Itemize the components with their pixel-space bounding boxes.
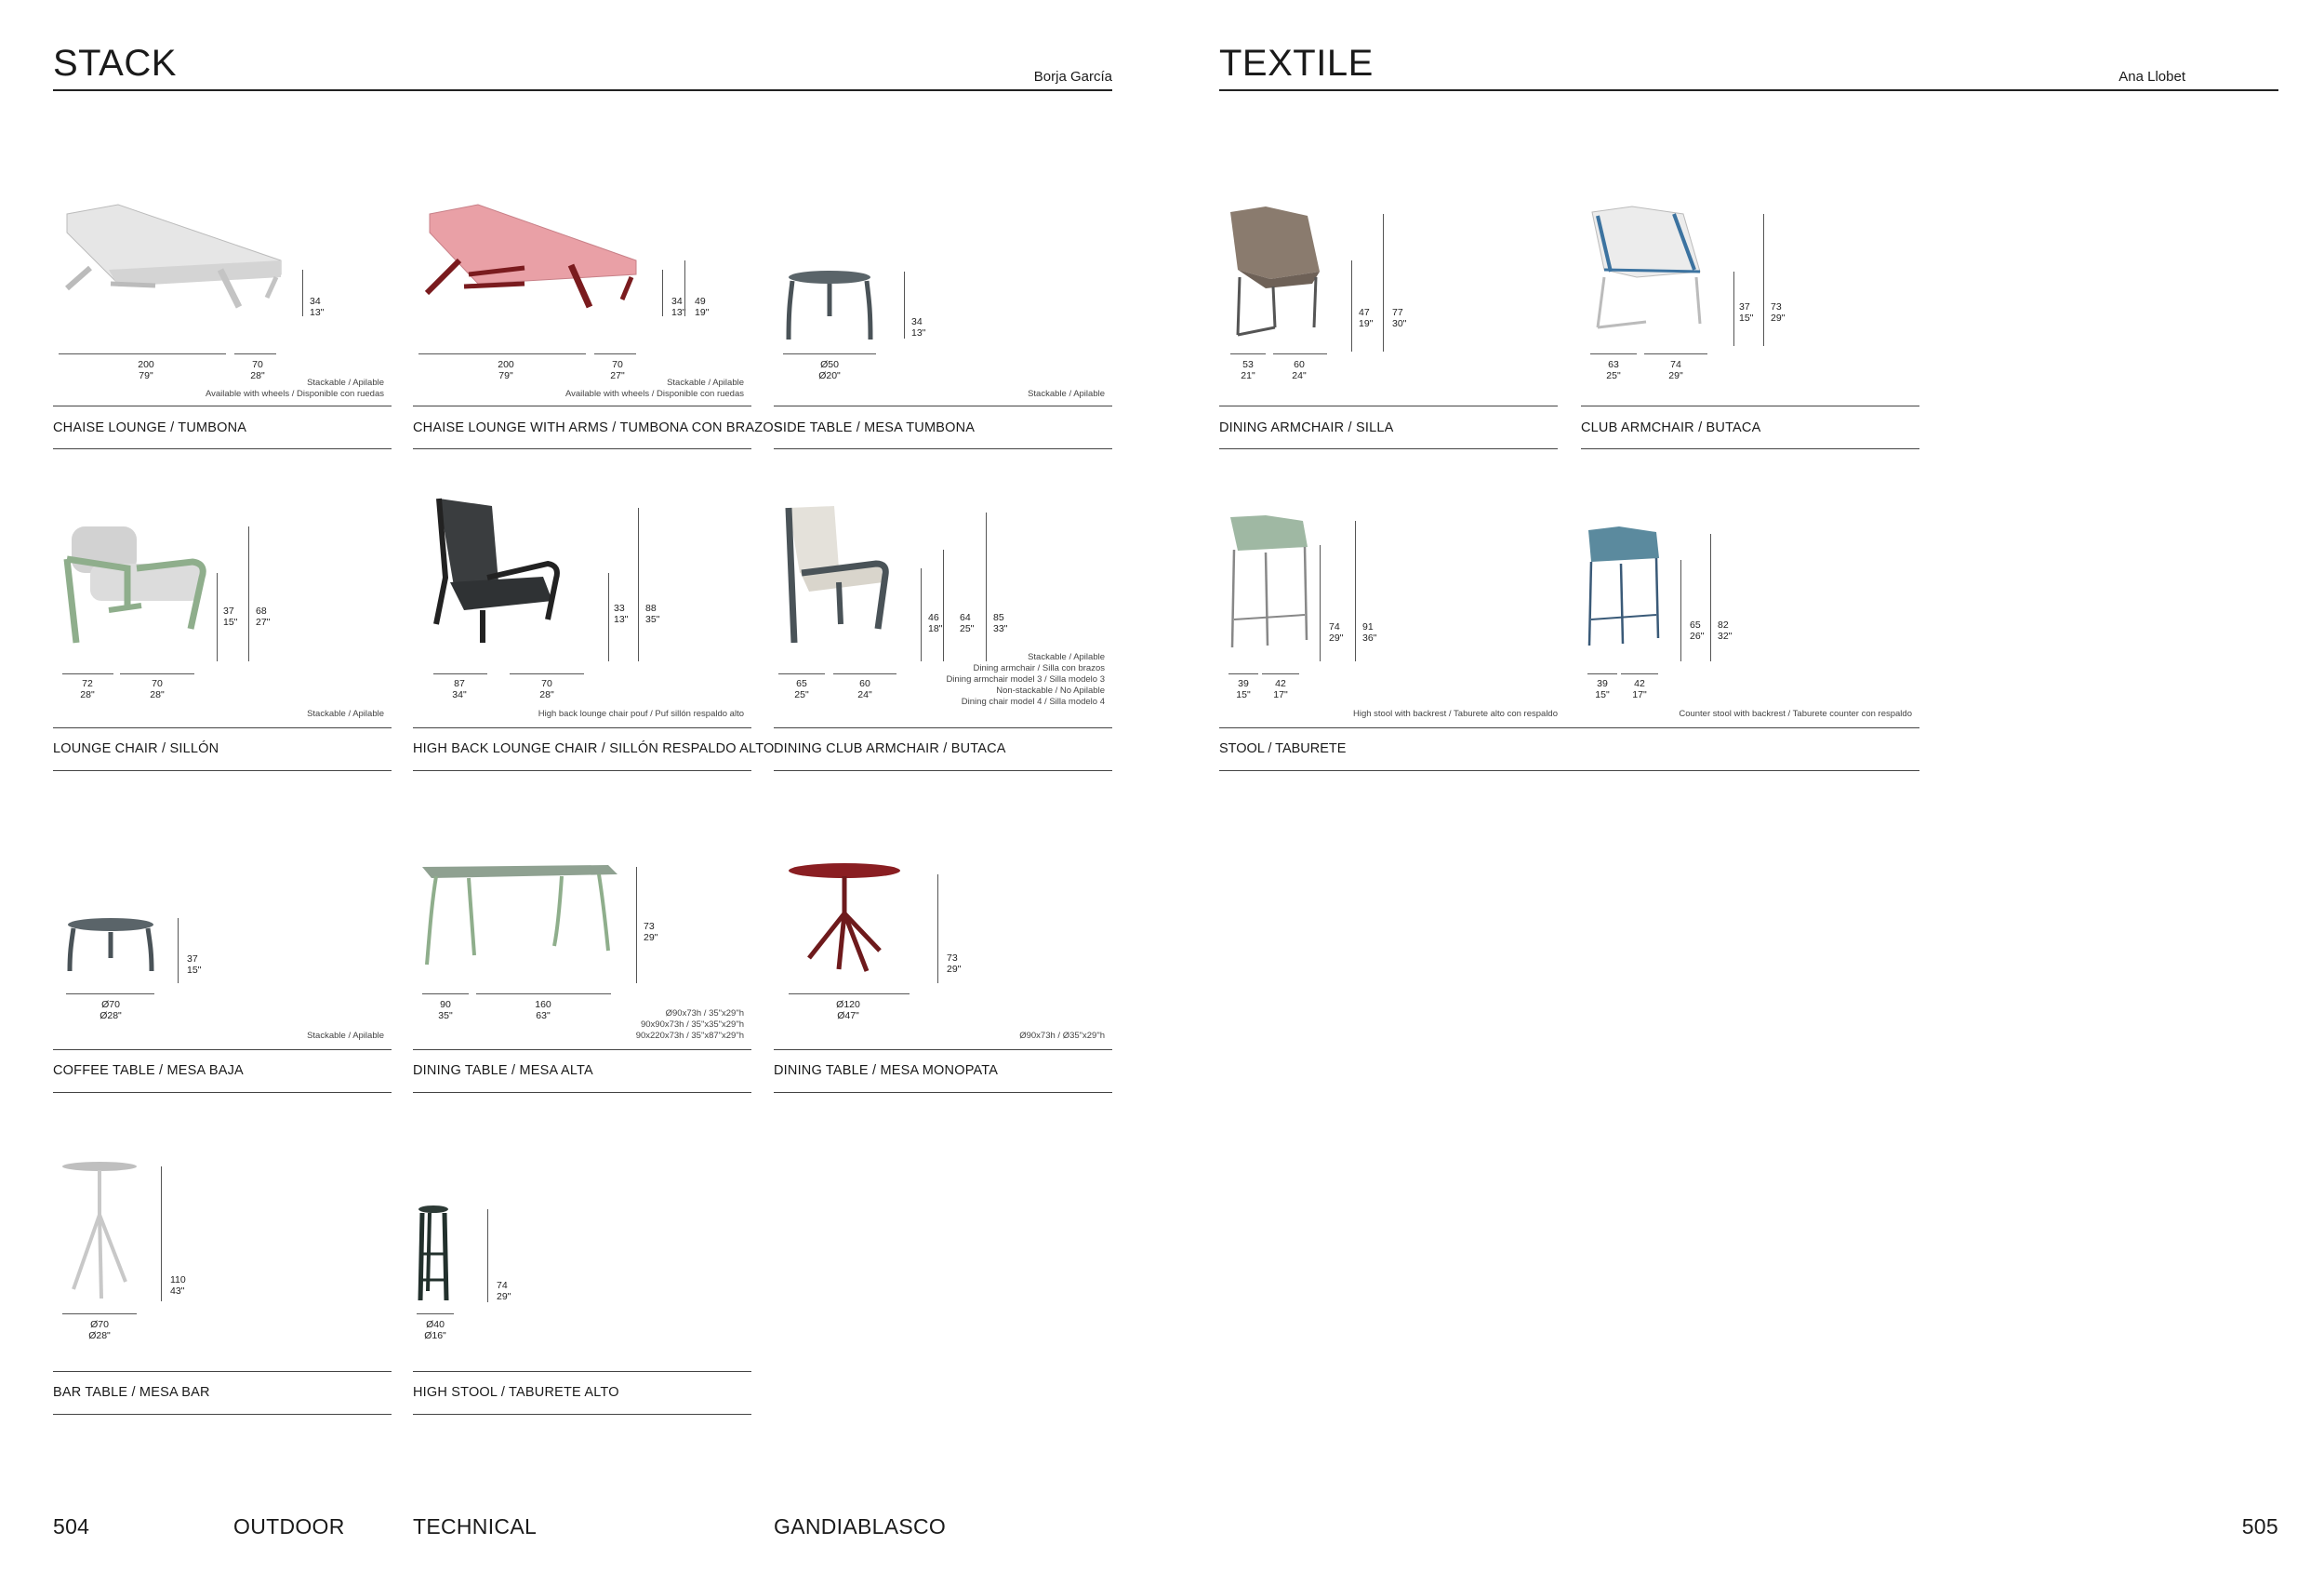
dim-height-in: 43": [170, 1285, 185, 1297]
dim-height: 34: [671, 296, 683, 307]
product-label: HIGH STOOL / TABURETE ALTO: [413, 1385, 619, 1400]
dim-width: 53: [1242, 359, 1254, 370]
product-label: BAR TABLE / MESA BAR: [53, 1385, 210, 1400]
dim-width-in: 15": [1236, 689, 1251, 700]
dim-length: 200: [498, 359, 514, 370]
dim-height-in: 35": [645, 614, 660, 625]
dim-height-in: 15": [187, 965, 202, 976]
dim-seat-height-in: 15": [223, 617, 238, 628]
dim-depth-in: 28": [539, 689, 554, 700]
dim-seat-height-in: 29": [1329, 633, 1344, 644]
dim-height-2: 49: [695, 296, 706, 307]
dim-height-in: 29": [497, 1291, 511, 1302]
dim-depth-in: 24": [1292, 370, 1307, 381]
dim-width: 39: [1238, 678, 1249, 689]
section-title-stack: STACK: [53, 43, 177, 84]
dim-seat-height-in: 18": [928, 623, 943, 634]
product-side-table: [774, 167, 1112, 452]
dim-height-in: 30": [1392, 318, 1407, 329]
dim-diameter: Ø40: [426, 1319, 445, 1330]
dim-arm-height-in: 25": [960, 623, 975, 634]
dim-seat-height: 33: [614, 603, 625, 614]
dim-seat-height: 74: [1329, 621, 1340, 633]
monopata-table-illustration: [774, 811, 1112, 1011]
dim-height: 82: [1718, 619, 1729, 631]
product-label: CHAISE LOUNGE WITH ARMS / TUMBONA CON BRAZOS: [413, 420, 783, 435]
dim-depth-in: 29": [1668, 370, 1683, 381]
product-bar-table: [53, 1133, 392, 1418]
dim-depth: 70: [541, 678, 552, 689]
dim-height: 34: [310, 296, 321, 307]
header-rule-left: [53, 89, 1112, 91]
dim-width-in: 25": [794, 689, 809, 700]
textile-stools-illustration: [1219, 489, 1919, 689]
dim-diameter-in: Ø47": [837, 1010, 859, 1021]
product-note: Stackable / Apilable: [307, 1031, 384, 1041]
dim-seat-height: 37: [223, 606, 234, 617]
high-back-illustration: [413, 489, 751, 689]
dim-length-in: 79": [498, 370, 513, 381]
dim-height: 110: [170, 1274, 186, 1285]
dim-height: 73: [1771, 301, 1782, 313]
product-label: CLUB ARMCHAIR / BUTACA: [1581, 420, 1761, 435]
dim-height-in: 32": [1718, 631, 1733, 642]
product-label: CHAISE LOUNGE / TUMBONA: [53, 420, 247, 435]
dim-seat-height-in: 13": [614, 614, 629, 625]
dim-height: 73: [644, 921, 655, 932]
dim-height: 85: [993, 612, 1004, 623]
dim-height: 91: [1362, 621, 1374, 633]
dim-height-in: 29": [644, 932, 658, 943]
dim-depth: 70: [152, 678, 163, 689]
dim-width-in: 28": [80, 689, 95, 700]
dim-width: 70: [612, 359, 623, 370]
product-textile-dining-armchair: [1219, 167, 1558, 452]
dim-height: 68: [256, 606, 267, 617]
product-label: STOOL / TABURETE: [1219, 741, 1347, 756]
product-note-stool: High stool with backrest / Taburete alto con respaldo: [1352, 709, 1558, 719]
dim-height: 88: [645, 603, 657, 614]
footer-brand: GANDIABLASCO: [774, 1514, 947, 1538]
dim-width-in: 27": [610, 370, 625, 381]
product-label: COFFEE TABLE / MESA BAJA: [53, 1063, 244, 1078]
dim-height-in: 13": [310, 307, 325, 318]
side-table-illustration: [774, 167, 1112, 367]
chaise-lounge-illustration: [53, 167, 392, 367]
dim-height: 37: [187, 953, 198, 965]
dim-height-in: 29": [1771, 313, 1786, 324]
dim-width: 90: [440, 999, 451, 1010]
dim-diameter: Ø70: [101, 999, 120, 1010]
product-label: DINING ARMCHAIR / SILLA: [1219, 420, 1394, 435]
dim-length-in: 79": [139, 370, 153, 381]
dim-width-in: 34": [452, 689, 467, 700]
lounge-chair-illustration: [53, 489, 392, 689]
product-note: High back lounge chair pouf / Puf sillón respaldo alto: [538, 709, 744, 719]
product-label: DINING CLUB ARMCHAIR / BUTACA: [774, 741, 1006, 756]
product-label: DINING TABLE / MESA MONOPATA: [774, 1063, 999, 1078]
product-note: Ø90x73h / Ø35"x29"h: [1019, 1031, 1105, 1041]
dim-depth: 42: [1634, 678, 1645, 689]
product-label: SIDE TABLE / MESA TUMBONA: [774, 420, 976, 435]
dim-depth: 60: [1294, 359, 1305, 370]
product-dining-table: [413, 811, 751, 1096]
dim-depth: 42: [1275, 678, 1286, 689]
dim-seat-height: 65: [1690, 619, 1701, 631]
dim-height: 73: [947, 952, 958, 964]
product-note-counter: Counter stool with backrest / Taburete counter con respaldo: [1679, 709, 1912, 719]
dim-seat-height: 46: [928, 612, 939, 623]
footer-outdoor: OUTDOOR: [233, 1514, 345, 1538]
dim-width: 87: [454, 678, 465, 689]
dim-width-in: 15": [1595, 689, 1610, 700]
dim-height-in: 33": [993, 623, 1008, 634]
product-note: Stackable / Apilable Available with wheels / Disponible con ruedas: [205, 378, 384, 399]
dining-table-illustration: [413, 811, 751, 1011]
product-high-stool: [413, 1133, 751, 1418]
dim-length: 160: [535, 999, 551, 1010]
dim-depth: 74: [1670, 359, 1681, 370]
dim-seat-height-in: 19": [1359, 318, 1374, 329]
product-note: Stackable / Apilable Available with wheels / Disponible con ruedas: [564, 378, 744, 399]
dim-width: 72: [82, 678, 93, 689]
dim-seat-height: 47: [1359, 307, 1370, 318]
footer-technical: TECHNICAL: [413, 1514, 538, 1538]
dim-height: 77: [1392, 307, 1403, 318]
product-label: HIGH BACK LOUNGE CHAIR / SILLÓN RESPALDO ALTO: [413, 741, 775, 756]
product-textile-club-armchair: [1581, 167, 1919, 452]
dim-width-in: 25": [1606, 370, 1621, 381]
dim-depth: 60: [859, 678, 870, 689]
dim-height: 34: [911, 316, 923, 327]
page-number-right: 505: [2241, 1514, 2278, 1538]
product-label: LOUNGE CHAIR / SILLÓN: [53, 741, 219, 756]
dim-height-in: 13": [671, 307, 686, 318]
textile-club-illustration: [1581, 167, 1919, 367]
product-high-back-lounge: [413, 489, 775, 774]
dim-depth-in: 24": [857, 689, 872, 700]
dim-depth-in: 17": [1273, 689, 1288, 700]
dim-diameter: Ø120: [836, 999, 860, 1010]
high-stool-illustration: [413, 1133, 751, 1333]
product-note: Stackable / Apilable: [307, 709, 384, 719]
dim-diameter: Ø50: [820, 359, 839, 370]
product-chaise-lounge-arms: [413, 167, 783, 452]
product-label: DINING TABLE / MESA ALTA: [413, 1063, 593, 1078]
coffee-table-illustration: [53, 811, 392, 1011]
dim-depth-in: 28": [150, 689, 165, 700]
dim-width: 63: [1608, 359, 1619, 370]
dim-width: 39: [1597, 678, 1608, 689]
dim-height-in: 36": [1362, 633, 1377, 644]
dim-width: 70: [252, 359, 263, 370]
dim-arm-height: 64: [960, 612, 971, 623]
dim-seat-height-in: 26": [1690, 631, 1705, 642]
dim-width-in: 28": [250, 370, 265, 381]
product-note: Stackable / Apilable: [1028, 389, 1105, 399]
dim-seat-height-in: 15": [1739, 313, 1754, 324]
page-number-left: 504: [53, 1514, 90, 1538]
product-dining-club-armchair: [774, 489, 1112, 774]
product-lounge-chair: [53, 489, 392, 774]
dim-height-in: 27": [256, 617, 271, 628]
dim-length: 200: [138, 359, 154, 370]
designer-right: Ana Llobet: [2118, 69, 2185, 85]
dim-depth-in: 17": [1632, 689, 1647, 700]
dim-height-in: 29": [947, 964, 962, 975]
dim-diameter-in: Ø20": [818, 370, 841, 381]
product-coffee-table: [53, 811, 392, 1096]
dim-height: 74: [497, 1280, 508, 1291]
product-textile-stool: [1219, 489, 1919, 774]
designer-left: Borja García: [1033, 69, 1112, 85]
product-monopata-table: [774, 811, 1112, 1096]
section-title-textile: TEXTILE: [1219, 43, 1374, 84]
dim-length-in: 63": [536, 1010, 551, 1021]
dim-diameter-in: Ø28": [88, 1330, 111, 1341]
dim-width: 65: [796, 678, 807, 689]
header-rule-right: [1219, 89, 2278, 91]
dim-seat-height: 37: [1739, 301, 1750, 313]
dim-height-2-in: 19": [695, 307, 710, 318]
bar-table-illustration: [53, 1133, 392, 1333]
dim-diameter-in: Ø28": [100, 1010, 122, 1021]
dim-diameter-in: Ø16": [424, 1330, 446, 1341]
dim-width-in: 21": [1241, 370, 1255, 381]
dim-diameter: Ø70: [90, 1319, 109, 1330]
product-chaise-lounge: [53, 167, 392, 452]
textile-dining-illustration: [1219, 167, 1558, 367]
product-note: Ø90x73h / 35"x29"h 90x90x73h / 35"x35"x29"h 90x220x73h / 35"x87"x29"h: [635, 1008, 744, 1041]
chaise-arms-illustration: [413, 167, 751, 367]
product-note: Stackable / Apilable Dining armchair / Silla con brazos Dining armchair model 3 / Silla modelo 3 Non-stackable / No Apilable Dining chair model 4 / Silla modelo 4: [946, 652, 1105, 707]
dim-height-in: 13": [911, 327, 926, 339]
dim-width-in: 35": [438, 1010, 453, 1021]
